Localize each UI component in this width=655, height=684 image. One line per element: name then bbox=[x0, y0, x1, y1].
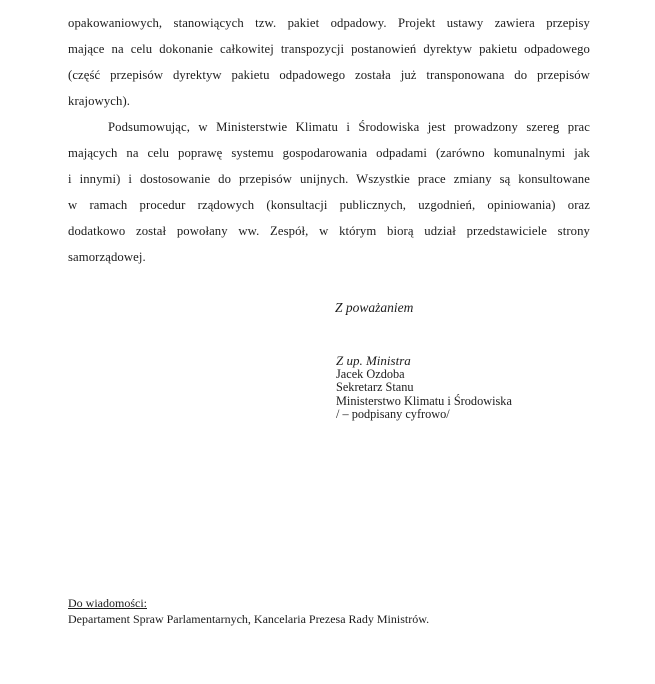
body-paragraph-2 bbox=[68, 114, 590, 270]
paragraph-line: Podsumowując, w Ministerstwie Klimatu i Środowiska jest prowadzony szereg prac bbox=[108, 120, 590, 134]
cc-section bbox=[68, 596, 429, 627]
paragraph-line: dodatkowo został powołany ww. Zespół, w którym biorą udział przedstawiciele strony bbox=[68, 224, 590, 238]
signature-organization: Ministerstwo Klimatu i Środowiska bbox=[336, 393, 512, 408]
closing-salutation: Z poważaniem bbox=[335, 300, 414, 315]
cc-recipients: Departament Spraw Parlamentarnych, Kancelaria Prezesa Rady Ministrów. bbox=[68, 611, 430, 626]
paragraph-line: i innymi) i dostosowanie do przepisów unijnych. Wszystkie prace zmiany są konsultowane bbox=[68, 172, 590, 186]
signature-digital-note: / – podpisany cyfrowo/ bbox=[336, 407, 450, 422]
paragraph-line: (część przepisów dyrektyw pakietu odpadowego została już transponowana do przepisów bbox=[68, 68, 590, 82]
paragraph-line: krajowych). bbox=[68, 94, 131, 108]
signature-on-behalf: Z up. Ministra bbox=[336, 353, 411, 368]
signature-block bbox=[336, 354, 512, 422]
signature-name: Jacek Ozdoba bbox=[336, 366, 405, 381]
paragraph-line: opakowaniowych, stanowiących tzw. pakiet odpadowy. Projekt ustawy zawiera przepisy bbox=[68, 16, 590, 30]
paragraph-line: mających na celu poprawę systemu gospodarowania odpadami (zarówno komunalnymi jak bbox=[68, 146, 590, 160]
paragraph-line: w ramach procedur rządowych (konsultacji publicznych, uzgodnień, opiniowania) oraz bbox=[68, 198, 590, 212]
signature-title: Sekretarz Stanu bbox=[336, 380, 414, 395]
paragraph-line: samorządowej. bbox=[68, 250, 146, 264]
cc-label: Do wiadomości: bbox=[68, 596, 147, 610]
paragraph-line: mające na celu dokonanie całkowitej transpozycji postanowień dyrektyw pakietu odpadowego bbox=[68, 42, 590, 56]
body-paragraph-1 bbox=[68, 10, 590, 114]
